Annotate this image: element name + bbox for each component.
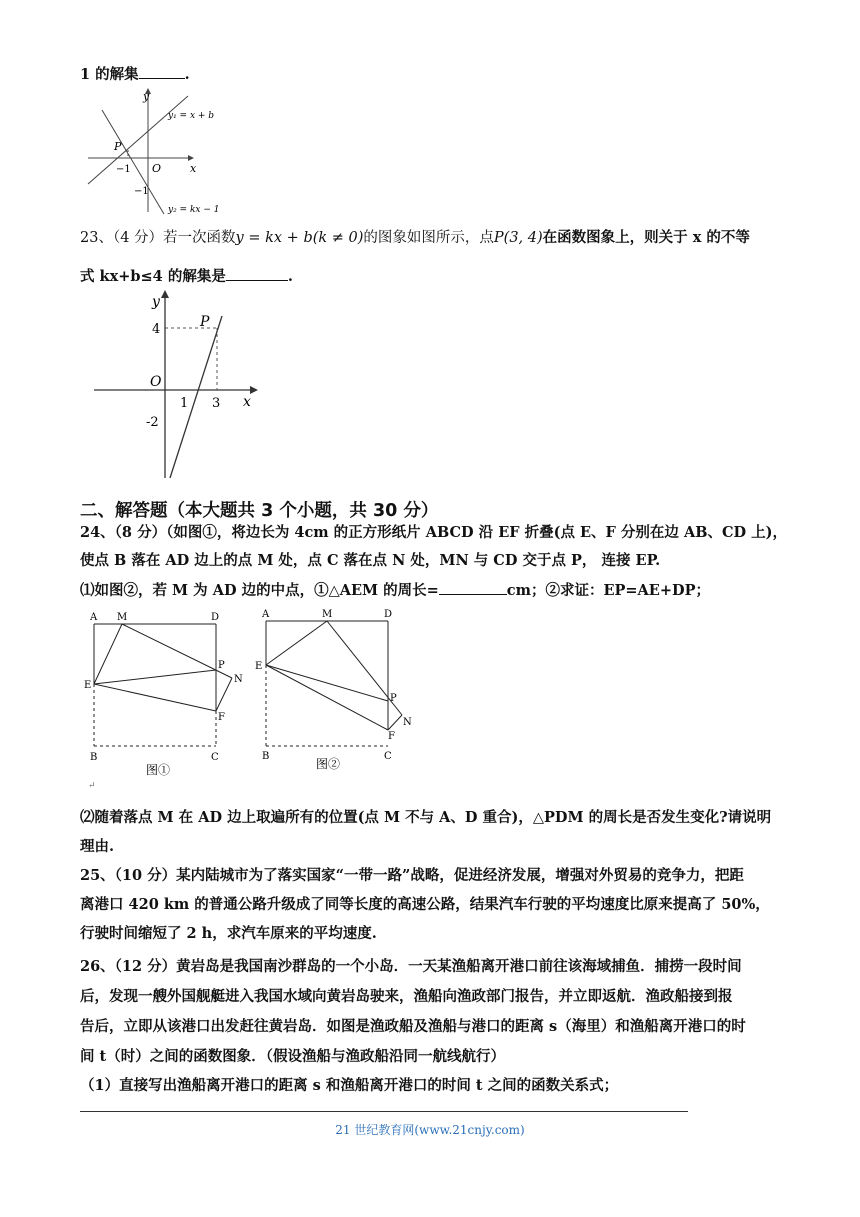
q24-figure-1 [84, 608, 254, 788]
svg-text:P: P [200, 314, 210, 330]
y-arrow [161, 290, 169, 298]
svg-text:y₂ = kx − 1: y₂ = kx − 1 [168, 205, 220, 215]
svg-text:图①: 图① [146, 763, 171, 777]
svg-text:4: 4 [152, 322, 161, 337]
q22-graph [80, 88, 230, 216]
q24-part2-line1: ⑵随着落点 M 在 AD 边上取遍所有的位置(点 M 不与 A、D 重合)，△PDM 的周长是否发生变化?请说明 [80, 809, 772, 826]
q25-line3: 行驶时间缩短了 2 h，求汽车原来的平均速度. [80, 925, 377, 942]
svg-text:E: E [84, 680, 92, 691]
x-arrow [188, 155, 194, 161]
footer-rule [80, 1111, 688, 1112]
svg-text:M: M [322, 609, 333, 620]
svg-text:F: F [388, 731, 395, 742]
svg-text:D: D [211, 612, 220, 623]
svg-text:B: B [90, 752, 98, 763]
svg-text:x: x [243, 394, 251, 410]
svg-text:3: 3 [212, 396, 221, 411]
svg-text:A: A [90, 612, 98, 623]
svg-text:↵: ↵ [88, 781, 96, 788]
svg-text:P: P [114, 140, 122, 153]
q26-line2: 后，发现一艘外国舰艇进入我国水域向黄岩岛驶来，渔船向渔政部门报告，并立即返航．渔政船接到报 [80, 988, 733, 1005]
q25-line1: 25、（10 分）某内陆城市为了落实国家“一带一路”战略，促进经济发展，增强对外贸易的竞争力，把距 [80, 867, 744, 884]
svg-text:y: y [143, 90, 150, 103]
svg-text:y₁ = x + b: y₁ = x + b [168, 111, 215, 121]
q26-part1: （1）直接写出渔船离开港口的距离 s 和渔船离开港口的时间 t 之间的函数关系式； [80, 1077, 619, 1094]
svg-text:P: P [390, 693, 397, 704]
q26-line4: 间 t（时）之间的函数图象．（假设渔船与渔政船沿同一航线航行） [80, 1048, 505, 1065]
x-arrow [250, 386, 258, 394]
q24-line3: ⑴如图②，若 M 为 AD 边的中点，①△AEM 的周长= cm；②求证：EP=AE+DP； [80, 582, 710, 599]
q24-line2: 使点 B 落在 AD 边上的点 M 处，点 C 落在点 N 处，MN 与 CD 交于点 P， 连接 EP. [80, 552, 661, 569]
svg-text:N: N [403, 717, 412, 728]
svg-text:B: B [262, 751, 270, 762]
q25-line2: 离港口 420 km 的普通公路升级成了同等长度的高速公路，结果汽车行驶的平均速度比原来提高了 50%， [80, 896, 770, 913]
svg-text:E: E [255, 661, 263, 672]
svg-text:图②: 图② [316, 757, 341, 771]
section-heading: 二、解答题（本大题共 3 个小题，共 30 分） [80, 501, 439, 521]
svg-text:y: y [152, 294, 160, 310]
q23-graph [90, 290, 265, 480]
svg-text:N: N [234, 674, 243, 685]
q23-line2: 式 kx+b≤4 的解集是 . [80, 268, 293, 285]
svg-text:O: O [150, 374, 162, 390]
svg-text:A: A [262, 609, 270, 620]
q26-line1: 26、（12 分）黄岩岛是我国南沙群岛的一个小岛．一天某渔船离开港口前往该海域捕鱼．捕捞一段时间 [80, 958, 742, 975]
q22-tail: 1 的解集 . [80, 66, 190, 83]
svg-text:M: M [117, 612, 128, 623]
svg-text:O: O [152, 162, 162, 175]
svg-text:C: C [211, 752, 219, 763]
q23-line1: 23、（4 分）若一次函数y = kx + b(k ≠ 0)的图象如图所示，点P(3, 4)在函数图象上，则关于 x 的不等 [80, 229, 750, 246]
q24-figure-2 [254, 605, 424, 775]
svg-text:F: F [218, 712, 225, 723]
svg-text:1: 1 [180, 396, 189, 411]
q24-line1: 24、（8 分）（如图①，将边长为 4cm 的正方形纸片 ABCD 沿 EF 折叠(点 E、F 分别在边 AB、CD 上)， [80, 524, 787, 541]
footer-link[interactable]: 21 世纪教育网(www.21cnjy.com) [335, 1123, 525, 1137]
q26-line3: 告后，立即从该港口出发赶往黄岩岛．如图是渔政船及渔船与港口的距离 s（海里）和渔船离开港口的时 [80, 1018, 746, 1035]
svg-text:−1: −1 [116, 164, 131, 175]
svg-text:-2: -2 [146, 415, 159, 430]
svg-text:D: D [384, 609, 393, 620]
svg-text:P: P [218, 660, 225, 671]
q24-part2-line2: 理由. [80, 838, 115, 855]
svg-text:−1: −1 [134, 186, 149, 197]
svg-text:C: C [384, 751, 392, 762]
svg-text:x: x [190, 162, 197, 175]
